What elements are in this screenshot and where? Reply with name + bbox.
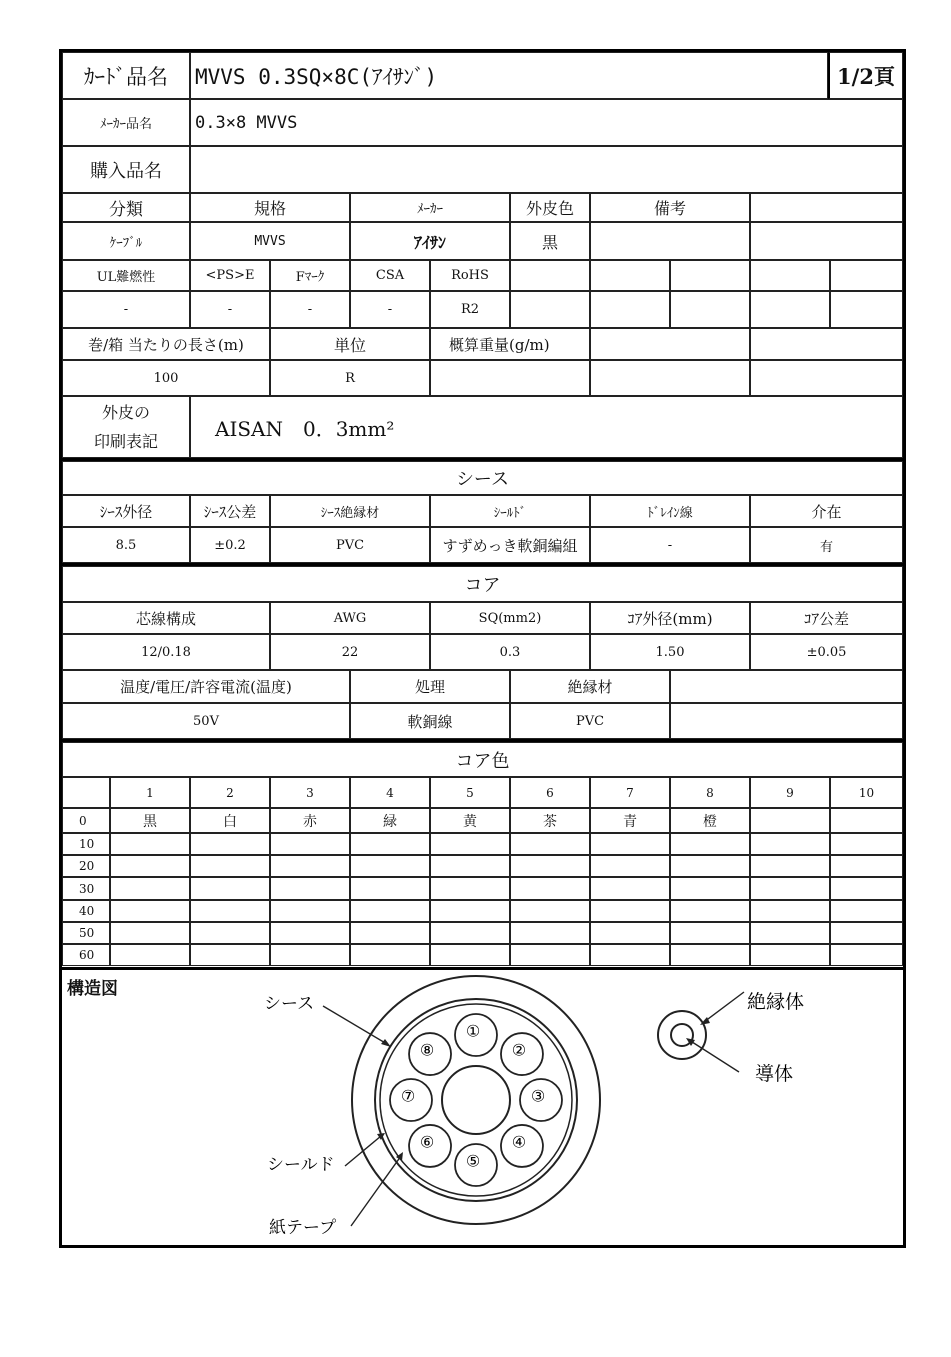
color-cell xyxy=(270,900,350,922)
core-tolerance-value: ±0.05 xyxy=(750,634,903,670)
color-column-header: 10 xyxy=(830,777,903,808)
color-cell xyxy=(590,833,670,855)
paper-tape-callout-label: 紙テープ xyxy=(269,1218,337,1238)
sheath-od-header: ｼｰｽ外径 xyxy=(62,495,190,527)
paper-tape-arrow xyxy=(351,1156,401,1226)
page-number: 1/2頁 xyxy=(828,52,903,99)
color-cell xyxy=(350,877,430,900)
drain-wire-value: - xyxy=(590,527,750,563)
std-extra-value xyxy=(590,291,670,328)
filler-value: 有 xyxy=(750,527,903,563)
color-cell xyxy=(590,855,670,877)
color-cell xyxy=(670,922,750,944)
core-number-label: ⑤ xyxy=(465,1151,481,1171)
color-column-header: 2 xyxy=(190,777,270,808)
sheath-material-value: PVC xyxy=(270,527,430,563)
color-cell xyxy=(510,833,590,855)
shield-value: すずめっき軟銅編組 xyxy=(430,527,590,563)
color-cell xyxy=(110,855,190,877)
category-value: ｹｰﾌﾞﾙ xyxy=(62,222,190,260)
color-cell xyxy=(430,855,510,877)
csa-value: - xyxy=(350,291,430,328)
card-name-label: ｶｰﾄﾞ品名 xyxy=(62,52,190,99)
length-per-reel-header: 巻/箱 当たりの長さ(m) xyxy=(62,328,270,360)
color-cell xyxy=(830,944,903,966)
standard-header: 規格 xyxy=(190,193,350,222)
color-cell xyxy=(270,944,350,966)
weight-value xyxy=(430,360,590,396)
color-cell xyxy=(510,922,590,944)
color-cell xyxy=(430,900,510,922)
color-cell xyxy=(110,944,190,966)
rohs-value: R2 xyxy=(430,291,510,328)
sheath-callout-label: シース xyxy=(264,994,315,1014)
std-extra-header xyxy=(830,260,903,291)
color-row-label: 10 xyxy=(62,833,110,855)
color-cell xyxy=(270,922,350,944)
std-extra-value xyxy=(830,291,903,328)
conductor-callout-label: 導体 xyxy=(755,1063,794,1085)
standard-value: MVVS xyxy=(190,222,350,260)
remarks-header: 備考 xyxy=(590,193,750,222)
f-mark-value: - xyxy=(270,291,350,328)
color-column-header: 9 xyxy=(750,777,830,808)
color-cell xyxy=(510,900,590,922)
strand-config-value: 12/0.18 xyxy=(62,634,270,670)
color-cell xyxy=(190,944,270,966)
insulator-arrow xyxy=(704,992,744,1022)
treatment-value: 軟銅線 xyxy=(350,703,510,739)
color-cell xyxy=(750,877,830,900)
shield-arrow xyxy=(345,1136,381,1166)
f-mark-header: Fﾏｰｸ xyxy=(270,260,350,291)
color-cell: 白 xyxy=(190,808,270,833)
color-cell xyxy=(270,855,350,877)
arrow-head-icon xyxy=(381,1039,391,1047)
color-cell xyxy=(750,922,830,944)
treatment-header: 処理 xyxy=(350,670,510,703)
color-cell: 赤 xyxy=(270,808,350,833)
color-cell xyxy=(510,855,590,877)
core-number-label: ② xyxy=(511,1040,527,1060)
insulation-header: 絶縁材 xyxy=(510,670,670,703)
color-cell: 黒 xyxy=(110,808,190,833)
ul-flame-value: - xyxy=(62,291,190,328)
sheath-section-title: シース xyxy=(62,461,903,495)
core-extra-value xyxy=(670,703,903,739)
color-cell xyxy=(190,900,270,922)
std-extra-header xyxy=(590,260,670,291)
std-extra-header xyxy=(510,260,590,291)
cable-cross-section-svg xyxy=(59,968,906,1248)
color-cell xyxy=(670,900,750,922)
temp-voltage-header: 温度/電圧/許容電流(温度) xyxy=(62,670,350,703)
color-cell xyxy=(190,833,270,855)
sq-header: SQ(mm2) xyxy=(430,602,590,634)
awg-header: AWG xyxy=(270,602,430,634)
color-cell xyxy=(270,833,350,855)
outer-color-header: 外皮色 xyxy=(510,193,590,222)
color-cell xyxy=(510,944,590,966)
color-row-label: 60 xyxy=(62,944,110,966)
extra-header xyxy=(750,193,903,222)
core-number-label: ④ xyxy=(511,1132,527,1152)
color-cell xyxy=(750,833,830,855)
color-column-header: 1 xyxy=(110,777,190,808)
unit-header: 単位 xyxy=(270,328,430,360)
color-cell xyxy=(270,877,350,900)
shield-header: ｼｰﾙﾄﾞ xyxy=(430,495,590,527)
color-cell xyxy=(830,855,903,877)
color-column-header: 8 xyxy=(670,777,750,808)
color-cell: 橙 xyxy=(670,808,750,833)
color-column-header: 6 xyxy=(510,777,590,808)
color-cell xyxy=(750,808,830,833)
color-cell xyxy=(350,833,430,855)
color-cell xyxy=(750,944,830,966)
ul-flame-header: UL難燃性 xyxy=(62,260,190,291)
temp-voltage-value: 50V xyxy=(62,703,350,739)
color-cell xyxy=(190,855,270,877)
color-cell xyxy=(670,944,750,966)
purchase-name-label: 購入品名 xyxy=(62,146,190,193)
color-column-header: 7 xyxy=(590,777,670,808)
core-color-title: コア色 xyxy=(62,742,903,777)
csa-header: CSA xyxy=(350,260,430,291)
color-cell xyxy=(830,808,903,833)
color-cell xyxy=(510,877,590,900)
sheath-tolerance-header: ｼｰｽ公差 xyxy=(190,495,270,527)
color-row-label: 50 xyxy=(62,922,110,944)
sheath-tolerance-value: ±0.2 xyxy=(190,527,270,563)
strand-config-header: 芯線構成 xyxy=(62,602,270,634)
color-cell xyxy=(350,944,430,966)
std-extra-value xyxy=(750,291,830,328)
std-extra-value xyxy=(510,291,590,328)
color-cell xyxy=(350,922,430,944)
length-extra-header xyxy=(590,328,750,360)
color-cell xyxy=(110,877,190,900)
purchase-name-value xyxy=(190,146,903,193)
cable-cross-section xyxy=(352,976,600,1224)
sheath-material-header: ｼｰｽ絶縁材 xyxy=(270,495,430,527)
core-number-label: ⑥ xyxy=(419,1132,435,1152)
category-header: 分類 xyxy=(62,193,190,222)
color-cell xyxy=(830,922,903,944)
core-number-label: ① xyxy=(465,1021,481,1041)
color-cell xyxy=(110,900,190,922)
print-marking-label xyxy=(62,396,190,458)
std-extra-header xyxy=(670,260,750,291)
color-cell xyxy=(430,833,510,855)
insulation-value: PVC xyxy=(510,703,670,739)
color-column-header: 4 xyxy=(350,777,430,808)
shield-callout-label: シールド xyxy=(267,1155,335,1175)
core-od-header: ｺｱ外径(mm) xyxy=(590,602,750,634)
insulator-callout-label: 絶縁体 xyxy=(747,991,805,1013)
core-number-label: ③ xyxy=(530,1086,546,1106)
sheath-od-value: 8.5 xyxy=(62,527,190,563)
color-cell: 青 xyxy=(590,808,670,833)
color-cell xyxy=(590,877,670,900)
filler-center-circle xyxy=(442,1066,510,1134)
color-row-label: 30 xyxy=(62,877,110,900)
color-cell xyxy=(590,922,670,944)
core-tolerance-header: ｺｱ公差 xyxy=(750,602,903,634)
color-cell xyxy=(430,944,510,966)
print-marking-label-line1: 外皮の xyxy=(101,403,150,422)
length-extra-header xyxy=(750,328,903,360)
color-cell xyxy=(830,877,903,900)
rohs-header: RoHS xyxy=(430,260,510,291)
color-cell: 緑 xyxy=(350,808,430,833)
maker-value: ｱｲｻﾝ xyxy=(350,222,510,260)
maker-name-value: 0.3×8 MVVS xyxy=(190,99,903,146)
core-section-title: コア xyxy=(62,566,903,602)
color-column-header: 3 xyxy=(270,777,350,808)
color-row-label: 20 xyxy=(62,855,110,877)
color-cell xyxy=(750,900,830,922)
color-cell: 黄 xyxy=(430,808,510,833)
remarks-value xyxy=(590,222,750,260)
std-extra-header xyxy=(750,260,830,291)
length-extra-value xyxy=(590,360,750,396)
unit-value: R xyxy=(270,360,430,396)
color-cell xyxy=(190,922,270,944)
color-cell xyxy=(430,922,510,944)
color-cell xyxy=(670,855,750,877)
color-cell xyxy=(830,900,903,922)
core-number-label: ⑦ xyxy=(400,1086,416,1106)
core-circles xyxy=(390,1014,562,1186)
length-per-reel-value: 100 xyxy=(62,360,270,396)
length-extra-value xyxy=(750,360,903,396)
structure-diagram xyxy=(59,968,906,1248)
color-cell xyxy=(430,877,510,900)
outer-color-value: 黒 xyxy=(510,222,590,260)
print-marking-value: AISAN 0．3mm² xyxy=(190,396,903,458)
core-number-label: ⑧ xyxy=(419,1040,435,1060)
color-cell xyxy=(590,944,670,966)
color-cell xyxy=(350,900,430,922)
color-row-label: 0 xyxy=(62,808,110,833)
drain-wire-header: ﾄﾞﾚｲﾝ線 xyxy=(590,495,750,527)
color-row-label: 40 xyxy=(62,900,110,922)
color-corner-cell xyxy=(62,777,110,808)
maker-header: ﾒｰｶｰ xyxy=(350,193,510,222)
std-extra-value xyxy=(670,291,750,328)
conductor-arrow xyxy=(689,1040,739,1072)
core-od-value: 1.50 xyxy=(590,634,750,670)
sq-value: 0.3 xyxy=(430,634,590,670)
color-cell xyxy=(110,833,190,855)
awg-value: 22 xyxy=(270,634,430,670)
color-column-header: 5 xyxy=(430,777,510,808)
color-cell xyxy=(190,877,270,900)
color-cell xyxy=(830,833,903,855)
pse-value: - xyxy=(190,291,270,328)
maker-name-label: ﾒｰｶｰ品名 xyxy=(62,99,190,146)
legend-insulator-circle xyxy=(658,1011,706,1059)
color-cell xyxy=(670,877,750,900)
pse-header: <PS>E xyxy=(190,260,270,291)
filler-header: 介在 xyxy=(750,495,903,527)
core-extra-header xyxy=(670,670,903,703)
color-cell xyxy=(590,900,670,922)
color-cell xyxy=(110,922,190,944)
card-name-value: MVVS 0.3SQ×8C(ｱｲｻﾝﾞ) xyxy=(190,52,828,99)
color-cell: 茶 xyxy=(510,808,590,833)
print-marking-label-line2: 印刷表記 xyxy=(93,432,158,451)
weight-header: 概算重量(g/m) xyxy=(430,328,590,360)
extra-value xyxy=(750,222,903,260)
structure-diagram-title: 構造図 xyxy=(67,979,118,999)
color-cell xyxy=(350,855,430,877)
color-cell xyxy=(750,855,830,877)
color-cell xyxy=(670,833,750,855)
